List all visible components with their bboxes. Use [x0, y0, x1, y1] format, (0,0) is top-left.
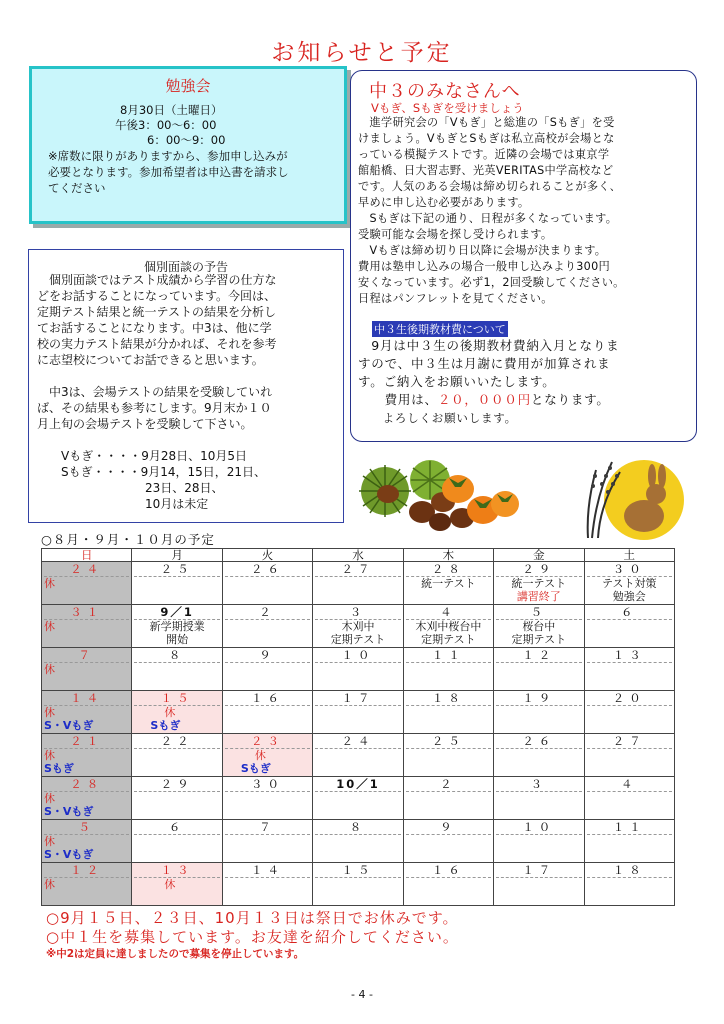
calendar-day-cell [403, 648, 493, 691]
chu3-line: です。人気のある会場は締め切られることが多く、 [358, 180, 622, 193]
calendar-day-header: 日 [42, 549, 132, 562]
calendar-date-number: １６ [431, 863, 465, 877]
calendar-day-cell [313, 562, 403, 605]
interview-line: に志望校についてお話できると思います。 [37, 353, 264, 367]
calendar-day-cell [494, 777, 584, 820]
date-divider [496, 877, 581, 878]
calendar-day-header: 水 [313, 549, 403, 562]
holiday-label: 休 [254, 749, 266, 762]
holiday-label: 休 [44, 878, 55, 891]
chu3-heading: 中３のみなさんへ [369, 81, 521, 102]
date-divider [406, 791, 491, 792]
calendar-day-cell [403, 562, 493, 605]
date-divider [587, 834, 672, 835]
date-divider [496, 834, 581, 835]
fee-amount-line [358, 391, 694, 409]
calendar-table [41, 548, 675, 906]
calendar-date-number: ３１ [70, 605, 104, 619]
calendar-day-cell [584, 562, 674, 605]
calendar-day-cell [494, 863, 584, 906]
calendar-date-number: ２７ [341, 562, 375, 576]
calendar-day-cell [403, 734, 493, 777]
calendar-day-cell [584, 691, 674, 734]
date-divider [134, 791, 219, 792]
calendar-date-number: １９ [522, 691, 556, 705]
calendar-day-cell [494, 605, 584, 648]
calendar-event: 桜台中 [522, 620, 556, 633]
calendar-day-cell [494, 648, 584, 691]
calendar-day-cell [584, 863, 674, 906]
calendar-day-cell [132, 734, 222, 777]
calendar-date-number: ２９ [522, 562, 556, 576]
calendar-date-number: ２４ [70, 562, 104, 576]
calendar-event: 定期テスト [330, 633, 386, 646]
calendar-date-number: ６ [168, 820, 186, 834]
calendar-day-cell [494, 562, 584, 605]
calendar-event-highlight: 講習終了 [516, 590, 561, 603]
calendar-day-cell [42, 734, 132, 777]
calendar-event: 開始 [166, 633, 189, 646]
date-divider [587, 619, 672, 620]
calendar-day-cell [42, 648, 132, 691]
rabbit-moon-illustration [582, 456, 684, 540]
calendar-date-number: １２ [522, 648, 556, 662]
calendar-week-row [42, 820, 675, 863]
calendar-day-cell [494, 820, 584, 863]
calendar-date-number: ３０ [251, 777, 285, 791]
study-time-1: 午後3：00～6：00 [115, 118, 217, 132]
calendar-event: 統一テスト [421, 577, 476, 590]
calendar-title: ○８月・９月・１０月の予定 [41, 532, 215, 547]
calendar-day-cell [584, 820, 674, 863]
study-time-2: 6：00～9：00 [147, 133, 226, 147]
calendar-date-number: 10／1 [336, 777, 380, 791]
interview-line [37, 432, 342, 448]
study-heading: 勉強会 [165, 77, 211, 95]
calendar-date-number: ２８ [70, 777, 104, 791]
interview-line: Sもぎ・・・・9月14，15日，21日、 [37, 465, 267, 479]
calendar-week-row [42, 863, 675, 906]
calendar-day-cell [132, 691, 222, 734]
calendar-date-number: ４ [440, 605, 457, 619]
calendar-date-number: ２ [440, 777, 457, 791]
interview-line: 10月は未定 [37, 497, 209, 511]
interview-line [37, 368, 342, 384]
calendar-date-number: ８ [168, 648, 186, 662]
date-divider [496, 705, 581, 706]
date-divider [134, 748, 219, 749]
calendar-day-cell [222, 691, 312, 734]
calendar-event: テスト対策 [601, 577, 657, 590]
chu3-line: 日程はパンフレットを見てください。 [358, 292, 553, 305]
calendar-day-cell [42, 562, 132, 605]
calendar-date-number: １０ [341, 648, 375, 662]
date-divider [406, 877, 491, 878]
calendar-week-row [42, 734, 675, 777]
calendar-event: 新学期授業 [149, 620, 205, 633]
calendar-date-number: ９ [259, 648, 276, 662]
calendar-date-number: ２６ [251, 562, 285, 576]
interview-line: どをお話することになっています。今回は、 [37, 289, 277, 303]
date-divider [406, 834, 491, 835]
mock-exam-label: Sもぎ [44, 762, 74, 775]
chu3-line: Sもぎは下記の通り、日程が多くなっています。 [358, 212, 618, 225]
holiday-label: 休 [44, 749, 55, 762]
mock-exam-label: S・Vもぎ [44, 848, 94, 861]
calendar-date-number: １２ [70, 863, 104, 877]
fee-line: すので、中３生は月謝に費用が加算されま [358, 356, 611, 371]
holiday-label: 休 [164, 878, 176, 891]
calendar-date-number: ２ [259, 605, 276, 619]
interview-line: 定期テスト結果と統一テストの結果を分析し [37, 305, 277, 319]
calendar-date-number: ２０ [612, 691, 646, 705]
calendar-event: 定期テスト [421, 633, 476, 646]
calendar-day-cell [313, 691, 403, 734]
calendar-day-header: 月 [132, 549, 222, 562]
chu3-line: けましょう。VもぎとSもぎは私立高校が会場とな [358, 132, 615, 145]
holiday-label: 休 [164, 706, 176, 719]
date-divider [315, 748, 400, 749]
calendar-event: 統一テスト [511, 577, 567, 590]
chu3-line: 費用は塾申し込みの場合一般申し込みより300円 [358, 260, 611, 273]
calendar-day-cell [313, 820, 403, 863]
chu3-line: 安くなっています。必ず1，2回受験してください。 [358, 276, 625, 289]
calendar-day-cell [132, 777, 222, 820]
calendar-day-cell [584, 605, 674, 648]
calendar-day-cell [222, 734, 312, 777]
date-divider [587, 662, 672, 663]
chu3-line: 進学研究会の「Vもぎ」と総進の「Sもぎ」を受 [358, 116, 615, 129]
calendar-date-number: １７ [522, 863, 556, 877]
date-divider [587, 705, 672, 706]
calendar-date-number: ３ [530, 777, 548, 791]
page-title: お知らせと予定 [271, 40, 453, 66]
calendar-day-cell [313, 605, 403, 648]
calendar-week-row [42, 648, 675, 691]
calendar-day-cell [42, 777, 132, 820]
calendar-date-number: ７ [259, 820, 276, 834]
fee-amount-suffix: となります。 [530, 392, 610, 407]
calendar-date-number: ２７ [612, 734, 646, 748]
calendar-date-number: 9／1 [160, 605, 194, 619]
date-divider [315, 834, 400, 835]
chu3-line: 早めに申し込む必要があります。 [358, 196, 530, 209]
calendar-day-cell [42, 605, 132, 648]
date-divider [134, 834, 219, 835]
calendar-day-cell [222, 863, 312, 906]
date-divider [225, 576, 310, 577]
holiday-label: 休 [44, 620, 55, 633]
fee-line: 9月は中３生の後期教材費納入月となりま [358, 338, 620, 353]
calendar-day-cell [584, 648, 674, 691]
study-date: 8月30日（土曜日） [120, 103, 223, 117]
calendar-day-cell [494, 734, 584, 777]
chu3-line: っている模擬テストです。近隣の会場では東京学 [358, 148, 610, 161]
calendar-day-cell [494, 691, 584, 734]
chu3-line: 受験可能な会場を探し受けられます。 [358, 228, 553, 241]
date-divider [225, 834, 310, 835]
interview-line: 23日、28日、 [37, 481, 224, 495]
calendar-date-number: ２８ [431, 562, 465, 576]
calendar-date-number: ２２ [160, 734, 194, 748]
calendar-date-number: ８ [349, 820, 367, 834]
calendar-day-cell [403, 605, 493, 648]
chu3-subheading: Vもぎ、Sもぎを受けましょう [371, 101, 524, 115]
chu3-notice-box [350, 70, 697, 442]
interview-line: ば、その結果も参考にします。9月末か１０ [37, 401, 272, 415]
interview-line: てお話することになります。中3は、他に学 [37, 321, 272, 335]
mock-exam-label: S・Vもぎ [44, 719, 94, 732]
study-note-1: ※席数に限りがありますから、参加申し込みが [48, 149, 288, 163]
calendar-date-number: ３０ [612, 562, 646, 576]
date-divider [134, 576, 219, 577]
holiday-label: 休 [44, 792, 55, 805]
calendar-day-cell [222, 648, 312, 691]
calendar-day-cell [403, 691, 493, 734]
calendar-day-cell [403, 820, 493, 863]
date-divider [225, 791, 310, 792]
recruit-note: ○中１生を募集しています。お友達を紹介してください。 [46, 928, 459, 946]
calendar-day-cell [403, 777, 493, 820]
calendar-day-header: 火 [222, 549, 312, 562]
date-divider [315, 662, 400, 663]
calendar-day-cell [313, 648, 403, 691]
date-divider [496, 791, 581, 792]
interview-line: 月上旬の会場テストを受験して下さい。 [37, 417, 253, 431]
calendar-date-number: １３ [160, 863, 194, 877]
interview-line: Vもぎ・・・・9月28日、10月5日 [37, 449, 248, 463]
calendar-date-number: １１ [612, 820, 646, 834]
date-divider [587, 748, 672, 749]
study-note-3: てください [48, 181, 106, 195]
calendar-date-number: ５ [530, 605, 548, 619]
calendar-date-number: ２５ [431, 734, 465, 748]
chestnut-persimmon-illustration [355, 456, 525, 536]
calendar-week-row [42, 605, 675, 648]
date-divider [315, 877, 400, 878]
calendar-day-cell [132, 605, 222, 648]
calendar-day-cell [42, 820, 132, 863]
calendar-day-cell [132, 820, 222, 863]
calendar-date-number: １４ [251, 863, 285, 877]
calendar-day-cell [222, 562, 312, 605]
calendar-date-number: １０ [522, 820, 556, 834]
fee-closing: よろしくお願いします。 [358, 411, 517, 425]
holiday-label: 休 [44, 835, 55, 848]
fee-line: す。ご納入をお願いいたします。 [358, 374, 556, 389]
date-divider [315, 791, 400, 792]
calendar-week-row [42, 562, 675, 605]
calendar-day-header: 土 [584, 549, 674, 562]
date-divider [496, 748, 581, 749]
calendar-date-number: １５ [341, 863, 375, 877]
calendar-date-number: １３ [612, 648, 646, 662]
chu3-line: 館船橋、日大習志野、光英VERITAS中学高校など [358, 164, 614, 177]
fee-heading-badge: 中３生後期教材費について [374, 323, 506, 336]
calendar-day-cell [313, 777, 403, 820]
calendar-event: 木刈中 [341, 620, 375, 633]
chu3-body [358, 115, 694, 307]
date-divider [406, 748, 491, 749]
date-divider [225, 705, 310, 706]
notes [46, 909, 459, 961]
calendar-day-cell [222, 605, 312, 648]
calendar-date-number: ２５ [160, 562, 194, 576]
date-divider [315, 705, 400, 706]
interview-line: 校の実力テスト結果が分かれば、それを参考 [37, 337, 277, 351]
fee-amount-prefix: 費用は、 [358, 392, 438, 407]
calendar-date-number: １５ [160, 691, 194, 705]
mock-exam-label: S・Vもぎ [44, 805, 94, 818]
date-divider [406, 705, 491, 706]
fee-amount: ２０，０００円 [437, 392, 531, 407]
chu3-line: Vもぎは締め切り日以降に会場が決まります。 [358, 244, 607, 257]
calendar-date-number: １４ [70, 691, 104, 705]
calendar-week-row [42, 777, 675, 820]
calendar-day-cell [584, 734, 674, 777]
calendar-date-number: ２１ [70, 734, 104, 748]
calendar-date-number: ２４ [341, 734, 375, 748]
interview-body [37, 272, 342, 512]
date-divider [225, 662, 310, 663]
page-number: - 4 - [351, 988, 373, 1001]
calendar-event: 定期テスト [511, 633, 567, 646]
calendar-date-number: ９ [440, 820, 457, 834]
date-divider [496, 662, 581, 663]
interview-line: 個別面談ではテスト成績から学習の仕方な [37, 273, 277, 287]
calendar-day-cell [313, 863, 403, 906]
interview-heading: 個別面談の予告 [143, 260, 228, 274]
calendar-date-number: ３ [349, 605, 367, 619]
date-divider [587, 791, 672, 792]
holiday-note: ○9月１５日、２３日、10月１３日は祭日でお休みです。 [46, 909, 459, 927]
mock-exam-label: Sもぎ [150, 719, 181, 732]
calendar-day-cell [222, 777, 312, 820]
calendar-date-number: １１ [431, 648, 465, 662]
calendar-event: 勉強会 [612, 590, 646, 603]
holiday-label: 休 [44, 577, 55, 590]
study-session-box [29, 66, 347, 224]
date-divider [225, 619, 310, 620]
calendar-event: 木刈中桜台中 [415, 620, 482, 633]
calendar-date-number: １７ [341, 691, 375, 705]
date-divider [406, 662, 491, 663]
calendar-day-cell [222, 820, 312, 863]
calendar-day-cell [313, 734, 403, 777]
interview-line: 中3は、会場テストの結果を受験していれ [37, 385, 273, 399]
calendar-day-cell [132, 648, 222, 691]
calendar-date-number: ２９ [160, 777, 194, 791]
calendar-date-number: ２６ [522, 734, 556, 748]
calendar-date-number: ４ [621, 777, 638, 791]
calendar-date-number: １６ [251, 691, 285, 705]
calendar-day-cell [403, 863, 493, 906]
interview-notice-box [28, 249, 344, 523]
study-note-2: 必要となります。参加希望者は申込書を請求し [48, 165, 289, 179]
date-divider [225, 877, 310, 878]
calendar-body [42, 562, 675, 906]
mock-exam-label: Sもぎ [240, 762, 271, 775]
recruit-stop-note: ※中2は定員に達しましたので募集を停止しています。 [46, 948, 305, 960]
calendar-date-number: １８ [431, 691, 465, 705]
holiday-label: 休 [44, 663, 55, 676]
calendar-date-number: ６ [621, 605, 638, 619]
calendar-day-header: 木 [403, 549, 493, 562]
calendar-day-cell [42, 691, 132, 734]
holiday-label: 休 [44, 706, 55, 719]
date-divider [587, 877, 672, 878]
calendar-day-cell [132, 562, 222, 605]
calendar-week-row [42, 691, 675, 734]
calendar-date-number: ２３ [251, 734, 285, 748]
chestnut-burr-icon [359, 465, 411, 517]
calendar-day-cell [132, 863, 222, 906]
calendar-day-header: 金 [494, 549, 584, 562]
calendar-date-number: ７ [78, 648, 95, 662]
calendar-day-cell [42, 863, 132, 906]
calendar-date-number: ５ [78, 820, 95, 834]
calendar-day-cell [584, 777, 674, 820]
date-divider [315, 576, 400, 577]
fee-body [358, 337, 694, 427]
calendar-date-number: １８ [612, 863, 646, 877]
calendar-header-row [42, 549, 675, 562]
date-divider [134, 662, 219, 663]
